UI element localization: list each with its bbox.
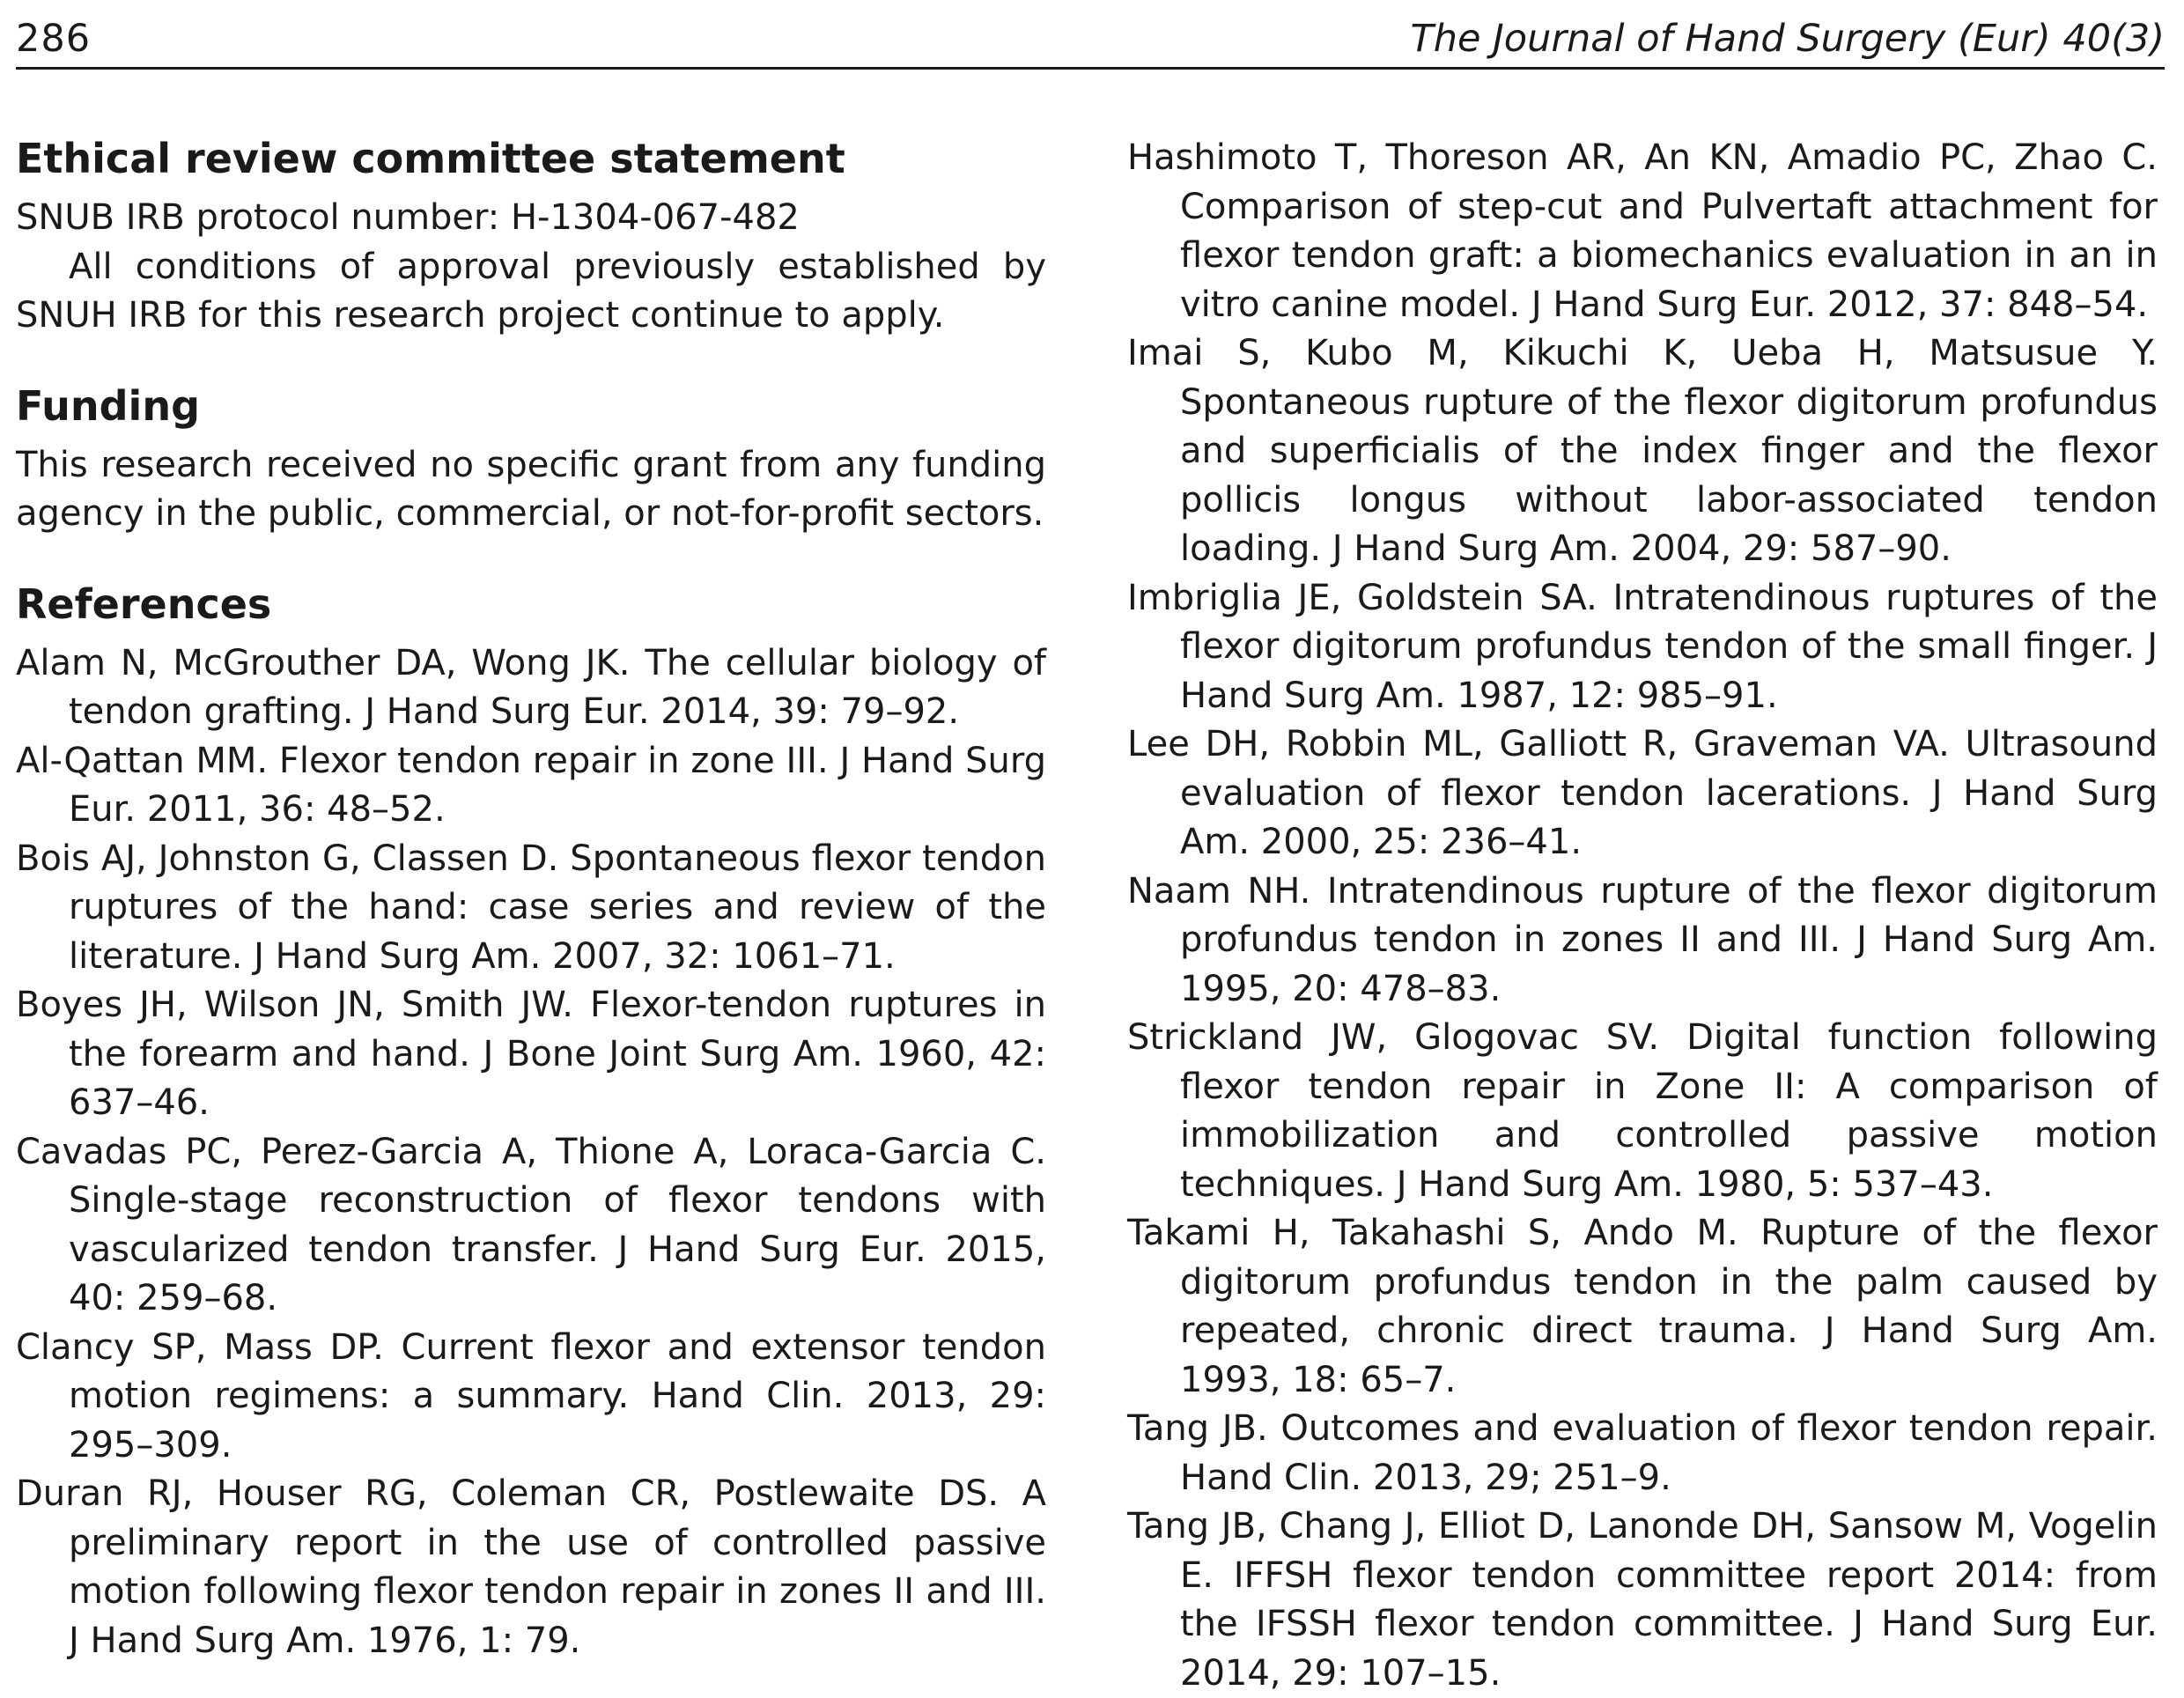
- reference-item: Imai S, Kubo M, Kikuchi K, Ueba H, Matsusue Y. Spontaneous rupture of the flexor digitorum profundus and superficialis of the index finger and the flexor pollicis longus without labor-associated tendon loading. J Hand Surg Am. 2004, 29: 587–90.: [1127, 333, 2158, 569]
- funding-statement: This research received no specific grant from any funding agency in the public, commercial, or not-for-profit sectors.: [16, 444, 1046, 534]
- reference-list-right: [1127, 134, 2158, 1698]
- reference-item: Cavadas PC, Perez-Garcia A, Thione A, Loraca-Garcia C. Single-stage reconstruction of flexor tendons with vascularized tendon transfer. J Hand Surg Eur. 2015, 40: 259–68.: [16, 1131, 1046, 1318]
- page-number: 286: [16, 17, 92, 61]
- reference-item: Tang JB. Outcomes and evaluation of flexor tendon repair. Hand Clin. 2013, 29; 251–9.: [1127, 1408, 2158, 1498]
- irb-protocol-number: SNUB IRB protocol number: H-1304-067-482: [16, 197, 800, 238]
- right-column: [1127, 134, 2158, 1698]
- reference-list-left: [16, 639, 1046, 1666]
- ethics-section: [16, 132, 1046, 341]
- left-column: [16, 132, 1046, 1665]
- references-heading: References: [16, 580, 272, 628]
- reference-item: Boyes JH, Wilson JN, Smith JW. Flexor-tendon ruptures in the forearm and hand. J Bone Joint Surg Am. 1960, 42: 637–46.: [16, 985, 1046, 1123]
- journal-page: [16, 0, 2165, 1694]
- funding-heading: Funding: [16, 381, 200, 430]
- reference-item: Tang JB, Chang J, Elliot D, Lanonde DH, Sansow M, Vogelin E. IFFSH flexor tendon committee report 2014: from the IFSSH flexor tendon committee. J Hand Surg Eur. 2014, 29: 107–15.: [1127, 1506, 2158, 1694]
- references-section: [16, 578, 1046, 1666]
- reference-item: Imbriglia JE, Goldstein SA. Intratendinous ruptures of the flexor digitorum profundus tendon of the small finger. J Hand Surg Am. 1987, 12: 985–91.: [1127, 577, 2158, 716]
- reference-item: Strickland JW, Glogovac SV. Digital function following flexor tendon repair in Zone II: A comparison of immobilization and controlled passive motion techniques. J Hand Surg Am. 1980, 5: 537–43.: [1127, 1017, 2158, 1205]
- reference-item: Duran RJ, Houser RG, Coleman CR, Postlewaite DS. A preliminary report in the use of controlled passive motion following flexor tendon repair in zones II and III. J Hand Surg Am. 1976, 1: 79.: [16, 1473, 1046, 1661]
- running-head: [16, 7, 2165, 70]
- reference-item: Hashimoto T, Thoreson AR, An KN, Amadio PC, Zhao C. Comparison of step-cut and Pulvertaft attachment for flexor tendon graft: a biomechanics evaluation in an in vitro canine model. J Hand Surg Eur. 2012, 37: 848–54.: [1127, 137, 2158, 325]
- reference-item: Bois AJ, Johnston G, Classen D. Spontaneous flexor tendon ruptures of the hand: case series and review of the literature. J Hand Surg Am. 2007, 32: 1061–71.: [16, 838, 1046, 977]
- reference-item: Naam NH. Intratendinous rupture of the flexor digitorum profundus tendon in zones II and III. J Hand Surg Am. 1995, 20: 478–83.: [1127, 870, 2158, 1009]
- reference-item: Alam N, McGrouther DA, Wong JK. The cellular biology of tendon grafting. J Hand Surg Eur. 2014, 39: 79–92.: [16, 642, 1046, 732]
- funding-section: [16, 380, 1046, 539]
- reference-item: Al-Qattan MM. Flexor tendon repair in zone III. J Hand Surg Eur. 2011, 36: 48–52.: [16, 740, 1046, 830]
- approval-conditions: All conditions of approval previously established by SNUH IRB for this research project continue to apply.: [16, 246, 1046, 336]
- journal-title: The Journal of Hand Surgery (Eur) 40(3): [1410, 17, 2165, 61]
- ethics-heading: Ethical review committee statement: [16, 135, 845, 182]
- reference-item: Clancy SP, Mass DP. Current flexor and extensor tendon motion regimens: a summary. Hand Clin. 2013, 29: 295–309.: [16, 1326, 1046, 1465]
- reference-item: Takami H, Takahashi S, Ando M. Rupture of the flexor digitorum profundus tendon in the palm caused by repeated, chronic direct trauma. J Hand Surg Am. 1993, 18: 65–7.: [1127, 1213, 2158, 1400]
- reference-item: Lee DH, Robbin ML, Galliott R, Graveman VA. Ultrasound evaluation of flexor tendon lacerations. J Hand Surg Am. 2000, 25: 236–41.: [1127, 724, 2158, 862]
